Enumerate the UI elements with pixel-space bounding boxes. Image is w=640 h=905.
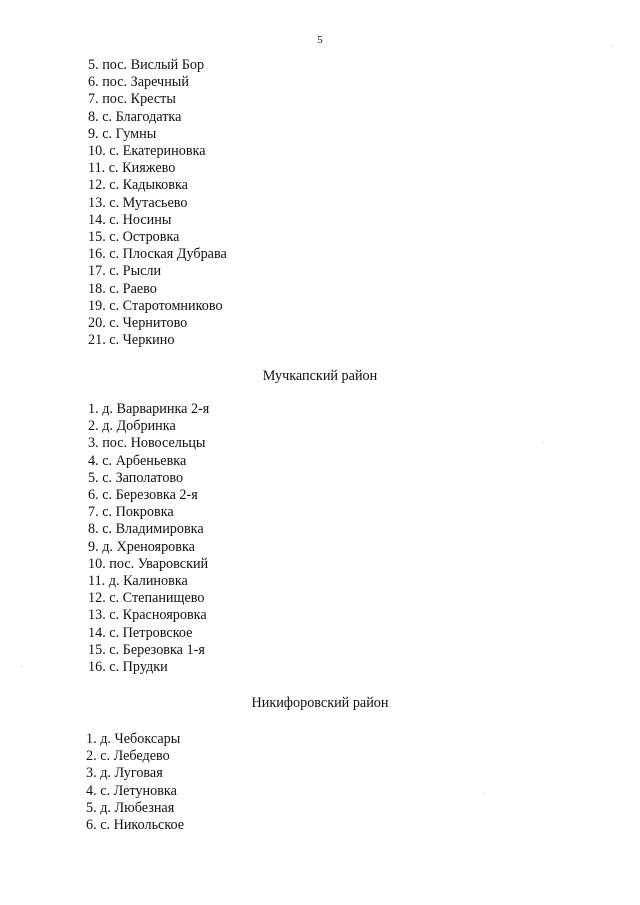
settlement-list	[88, 57, 227, 349]
list-item: 1. д. Варваринка 2-я	[88, 401, 210, 417]
list-item: 19. с. Старотомниково	[88, 297, 223, 314]
list-item: 9. с. Гумны	[88, 125, 157, 142]
list-item: 21. с. Черкино	[88, 332, 175, 349]
list-item: 14. с. Петровское	[88, 624, 193, 641]
section-heading-mukap: Мучкапский район	[262, 368, 378, 384]
list-item: 13. с. Мутасьево	[88, 194, 188, 211]
list-item: 10. пос. Уваровский	[88, 555, 209, 572]
list-item: 11. д. Калиновка	[88, 573, 188, 590]
list-item: 12. с. Кадыковка	[88, 177, 188, 194]
list-item: 15. с. Березовка 1-я	[88, 641, 205, 658]
list-item: 1. д. Чебоксары	[86, 731, 181, 747]
page-number: 5	[317, 34, 323, 46]
list-item: 12. с. Степанищево	[88, 590, 205, 607]
scan-speck	[611, 45, 612, 46]
list-item: 2. д. Добринка	[88, 418, 176, 435]
section-heading-nikif: Никифоровский район	[251, 695, 389, 711]
list-item: 13. с. Красноярoвка	[88, 607, 207, 624]
list-item: 18. с. Раево	[88, 280, 157, 297]
list-item: 6. пос. Заречный	[88, 74, 189, 91]
settlement-list	[86, 731, 184, 834]
list-item: 2. с. Лебедево	[86, 748, 170, 765]
list-item: 11. с. Кияжево	[88, 160, 176, 177]
list-item: 5. д. Любезная	[86, 799, 175, 816]
list-item: 4. с. Арбеньевка	[88, 452, 187, 469]
list-item: 4. с. Летуновка	[86, 782, 177, 799]
scan-speck	[21, 666, 22, 667]
scan-speck	[484, 793, 485, 794]
list-item: 5. пос. Вислый Бор	[88, 57, 205, 73]
scan-speck	[542, 442, 543, 443]
list-item: 3. д. Луговая	[86, 765, 163, 782]
list-item: 20. с. Чернитово	[88, 315, 188, 332]
list-item: 8. с. Владимировка	[88, 521, 204, 538]
list-item: 7. пос. Кресты	[88, 91, 176, 108]
list-item: 10. с. Екатериновка	[88, 143, 206, 160]
list-item: 14. с. Носины	[88, 211, 172, 228]
list-item: 9. д. Хреноярoвка	[88, 538, 195, 555]
list-item: 6. с. Березовка 2-я	[88, 487, 198, 504]
list-item: 16. с. Прудки	[88, 659, 168, 676]
list-item: 16. с. Плоская Дубрава	[88, 246, 227, 263]
list-item: 6. с. Никольское	[86, 817, 185, 834]
list-item: 3. пос. Новосельцы	[88, 435, 206, 452]
list-item: 5. с. Заполатово	[88, 469, 184, 486]
list-item: 15. с. Островка	[88, 229, 180, 246]
list-item: 7. с. Покровка	[88, 504, 174, 521]
settlement-list	[88, 401, 209, 676]
list-item: 8. с. Благодатка	[88, 108, 182, 125]
list-item: 17. с. Рысли	[88, 263, 162, 280]
